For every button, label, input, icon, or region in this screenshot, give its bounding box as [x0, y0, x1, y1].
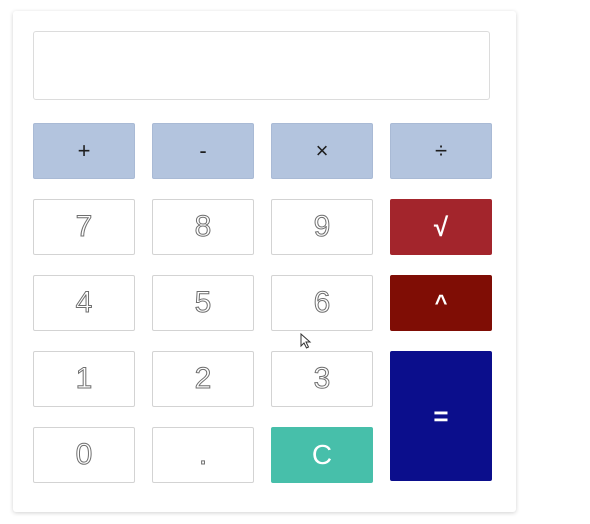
add-button[interactable]: +: [33, 123, 135, 179]
subtract-button[interactable]: -: [152, 123, 254, 179]
decimal-button[interactable]: .: [152, 427, 254, 483]
divide-button[interactable]: ÷: [390, 123, 492, 179]
digit-3-button[interactable]: 3: [271, 351, 373, 407]
digit-8-button[interactable]: 8: [152, 199, 254, 255]
digit-9-button[interactable]: 9: [271, 199, 373, 255]
power-button[interactable]: ^: [390, 275, 492, 331]
digit-2-button[interactable]: 2: [152, 351, 254, 407]
digit-7-button[interactable]: 7: [33, 199, 135, 255]
digit-6-button[interactable]: 6: [271, 275, 373, 331]
square-root-button[interactable]: √: [390, 199, 492, 255]
calculator-display[interactable]: [33, 31, 490, 100]
digit-0-button[interactable]: 0: [33, 427, 135, 483]
multiply-button[interactable]: ×: [271, 123, 373, 179]
clear-button[interactable]: C: [271, 427, 373, 483]
equals-button[interactable]: =: [390, 351, 492, 481]
digit-4-button[interactable]: 4: [33, 275, 135, 331]
digit-5-button[interactable]: 5: [152, 275, 254, 331]
calculator-panel: [13, 11, 516, 512]
digit-1-button[interactable]: 1: [33, 351, 135, 407]
